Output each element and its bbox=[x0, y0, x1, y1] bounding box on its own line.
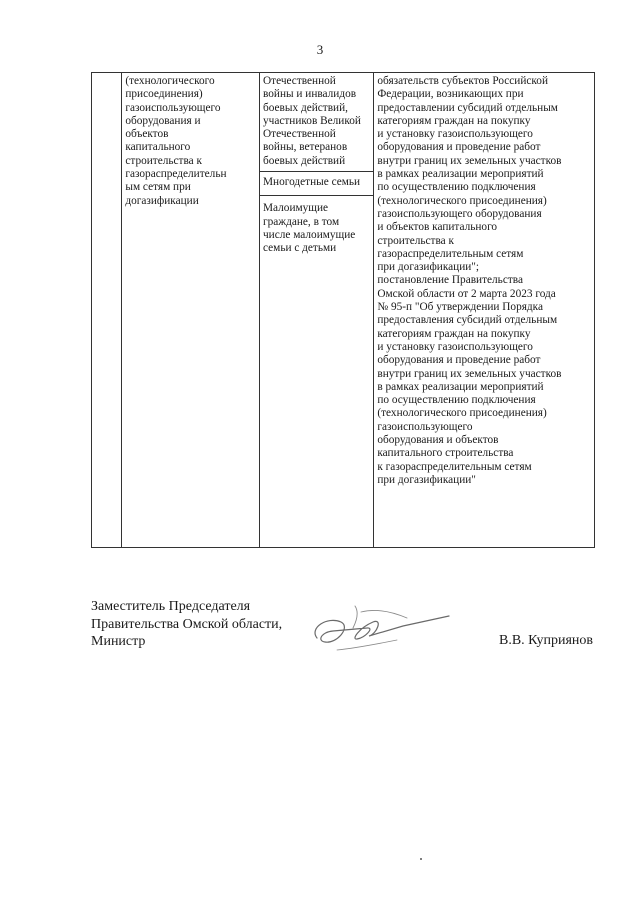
text-line: газоиспользующего оборудования bbox=[377, 207, 542, 220]
text-line: при догазификации"; bbox=[377, 261, 480, 274]
text-line: газоиспользующего bbox=[377, 420, 473, 433]
text-line: оборудования и проведение работ bbox=[377, 141, 541, 154]
text-line: присоединения) bbox=[125, 88, 203, 101]
text-line: капитального строительства bbox=[377, 447, 514, 460]
category-veterans bbox=[260, 73, 373, 172]
signatory-position bbox=[91, 598, 282, 651]
text-line: строительства к bbox=[125, 154, 202, 167]
text-line: Многодетные семьи bbox=[263, 176, 361, 189]
text-line: по осуществлению подключения bbox=[377, 394, 536, 407]
text-line: к газораспределительным сетям bbox=[377, 460, 532, 473]
text-line: газораспределительным сетям bbox=[377, 247, 524, 260]
handwritten-signature bbox=[307, 598, 467, 658]
text-line: предоставлении субсидий отдельным bbox=[377, 101, 558, 114]
text-line: Министр bbox=[91, 634, 146, 649]
text-line: боевых действий bbox=[263, 154, 346, 167]
text-line: боевых действий, bbox=[263, 101, 348, 114]
signatory-name: В.В. Куприянов bbox=[499, 633, 593, 648]
text-line: газоиспользующего bbox=[125, 101, 221, 114]
table-cell-categories bbox=[260, 73, 374, 548]
table-cell-empty bbox=[92, 73, 122, 548]
text-line: Правительства Омской области, bbox=[91, 616, 283, 632]
text-line: строительства к bbox=[377, 234, 454, 247]
text-line: внутри границ их земельных участков bbox=[377, 154, 562, 167]
category-low-income bbox=[260, 196, 373, 258]
text-line: и установку газоиспользующего bbox=[377, 340, 533, 353]
text-line: в рамках реализации мероприятий bbox=[377, 168, 544, 181]
text-line: оборудования и bbox=[125, 114, 201, 127]
text-line: числе малоимущие bbox=[263, 228, 356, 241]
text-line: догазификации bbox=[125, 194, 199, 207]
text-line: газораспределительн bbox=[125, 168, 227, 181]
text-line: Отечественной bbox=[263, 128, 336, 141]
text-line: внутри границ их земельных участков bbox=[377, 367, 562, 380]
scan-dot bbox=[420, 858, 422, 860]
text-line: Отечественной bbox=[263, 75, 336, 87]
text-line: категориям граждан на покупку bbox=[377, 114, 531, 127]
text-line: по осуществлению подключения bbox=[377, 181, 536, 194]
text-line: обязательств субъектов Российской bbox=[377, 75, 548, 87]
category-large-families bbox=[260, 172, 373, 196]
text-line: граждане, в том bbox=[263, 215, 340, 228]
text-line: и установку газоиспользующего bbox=[377, 128, 533, 141]
text-line: в рамках реализации мероприятий bbox=[377, 380, 544, 393]
text-line: № 95-п "Об утверждении Порядка bbox=[377, 301, 544, 314]
text-line: оборудования и проведение работ bbox=[377, 354, 541, 367]
text-line: Федерации, возникающих при bbox=[377, 88, 524, 101]
text-line: объектов bbox=[125, 128, 169, 141]
table-cell-legal-basis bbox=[374, 73, 595, 548]
text-line: Омской области от 2 марта 2023 года bbox=[377, 287, 556, 300]
text-line: и объектов капитального bbox=[377, 221, 498, 234]
text-line: ым сетям при bbox=[125, 181, 191, 194]
text-line: Заместитель Председателя bbox=[91, 599, 251, 614]
text-line: (технологического bbox=[125, 75, 215, 87]
text-line: капитального bbox=[125, 141, 191, 154]
text-line: предоставления субсидий отдельным bbox=[377, 314, 558, 327]
text-line: категориям граждан на покупку bbox=[377, 327, 531, 340]
text-line: оборудования и объектов bbox=[377, 434, 499, 447]
table-row bbox=[92, 73, 595, 548]
text-line: семьи с детьми bbox=[263, 242, 337, 255]
document-table bbox=[91, 72, 595, 548]
text-line: (технологического присоединения) bbox=[377, 194, 547, 207]
text-line: войны и инвалидов bbox=[263, 88, 357, 101]
table-cell-subject bbox=[122, 73, 260, 548]
text-line: постановление Правительства bbox=[377, 274, 523, 287]
text-line: войны, ветеранов bbox=[263, 141, 348, 154]
page-number: 3 bbox=[316, 42, 324, 57]
text-line: (технологического присоединения) bbox=[377, 407, 547, 420]
text-line: Малоимущие bbox=[263, 202, 329, 215]
text-line: участников Великой bbox=[263, 114, 361, 127]
text-line: при догазификации" bbox=[377, 473, 476, 486]
